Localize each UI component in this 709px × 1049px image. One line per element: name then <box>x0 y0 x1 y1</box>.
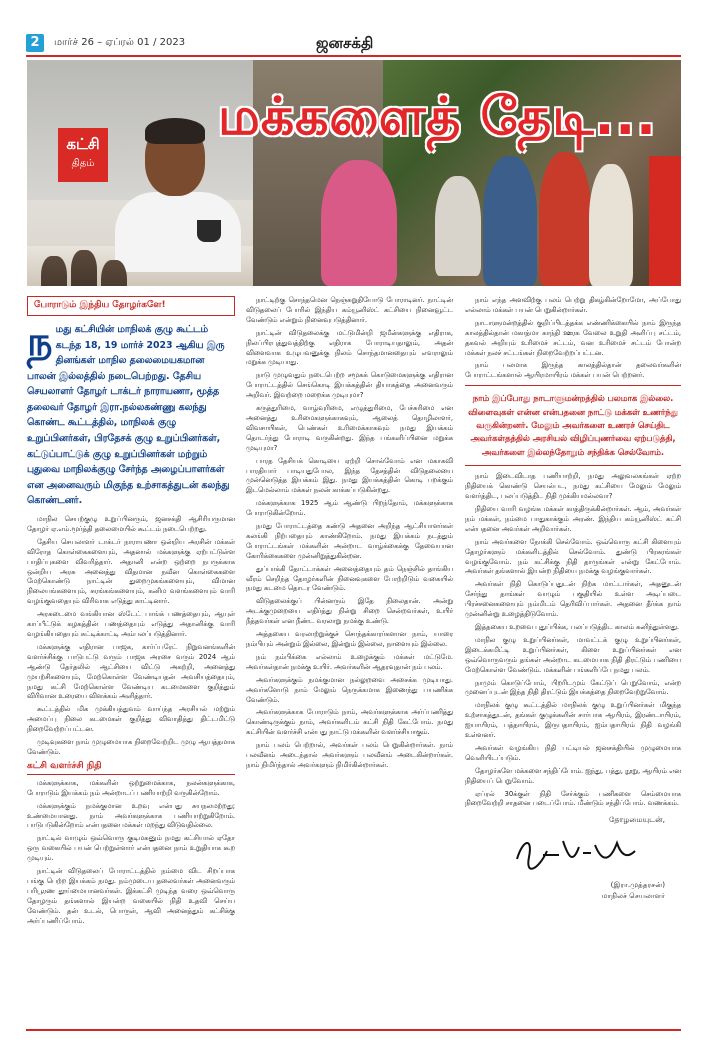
page-headline: மக்களைத் தேடி... <box>218 87 657 147</box>
body-paragraph: அவர்கள் நிதி கொடுப்பதுடன் நிற்க மாட்டார்கள், அதனுடன் சேர்ந்து தாங்கள் வாழும் பகுதியில் உள்ள அடிப்படை பிரச்சனைகளையும் நம்மிடம் தெரிவிப்பார்கள். அதனை தீர்க்க நாம் முன்னின்று உழைத்திடுவோம். <box>465 580 681 619</box>
body-paragraph: மக்களுக்கும் நமக்குமான உறவு என்பது சுயநலமற்றது; உண்மையானது. நாம் அவர்களுக்காக பணியாற்றுகிறோம். பாடுபடுகின்றோம் என்பதனை மக்கள் மறந்து விடுவதில்லை. <box>27 801 235 830</box>
cup-icon <box>197 220 221 242</box>
body-paragraph: மாநில செயற்குழு உறுப்பினரும், ஜனசக்தி ஆசிரியருமான தோழர் ஏ.எம்.மூர்த்தி தலைமையில் கூட்டம் நடைபெற்றது. <box>27 515 235 533</box>
body-paragraph: மாநில குழு உறுப்பினர்கள், மாவட்டக் குழு உறுப்பினர்கள், இடைக்கமிட்டி உறுப்பினர்கள், கிளை உறுப்பினர்கள் என ஒவ்வொருவரும் தங்கள் அன்றாட கடமையாக நிதி திரட்டும் பணியை மேற்கொள்ள வேண்டும். மக்களின் பங்களிப்பே நமது பலம். <box>465 635 681 674</box>
person-figure <box>321 160 397 286</box>
body-paragraph: நாம் அவர்களை நோக்கி செல்வோம். ஒவ்வொரு கட்சி கிளையும் தோழர்களும் மக்களிடத்தில் செல்வோம். துண்டு பிரசுரங்கள் வழங்குவோம். நம் கட்சிக்கு நிதி தாருங்கள் என்று கேட்போம். அவர்கள் தங்களால் இயன்ற நிதியை நமக்கு வழங்குவார்கள். <box>465 537 681 576</box>
body-paragraph: நாட்டில் வாழும் ஒவ்வொரு குடிமகனும் நமது கட்சியால் ஏதோ ஒரு வகையில் பயன் பெற்றுள்ளார் என்பதனை நாம் உறுதியாக கூற முடியும். <box>27 834 235 863</box>
body-paragraph: நாட்டின் விடுதலைப் போராட்டத்தில் நம்மை விட சிறப்பாக பங்கு பெற்ற இயக்கம் நமது. நம்முடைய தலைவர்கள் அனைவரும் பரிபூரண தூய்மையானவர்கள். இக்கட்சி முடிந்த வரை ஒவ்வொரு தோழரும் தங்களால் இயன்ற வகையில் நிதி உதவி செய்ய வேண்டும். தன் உடல், பொருள், ஆவி அனைத்தும் கட்சிக்கு அர்ப்பணிப்போம். <box>27 867 235 925</box>
body-paragraph: கருத்துரிமை, வாழ்வுரிமை, எழுத்துரிமை, பேச்சுரிமை என அனைத்து உரிமைகளுக்காகவும், ஆலைத் தொழிலாளர், விவசாயிகள், பெண்கள் உரிமைக்காகவும் நமது இயக்கம் தொடர்ந்து போராடி வருகின்றது. இந்த பங்களிப்பினை மறுக்க முடியுமா? <box>246 404 453 452</box>
body-paragraph: தேசிய செயலாளர் டாக்டர் நாராயணா ஒன்றிய அரசின் மக்கள் விரோத கொள்கைகளையும், அதனால் மக்களுக்கு ஏற்பட்டுள்ள பாதிப்புகளை விவரித்தார். அதானி என்ற ஒற்றை நபருக்காக ஒன்றிய அரசு அனைத்து விதமான நவீன கொள்கைகளை மேற்கொண்டு நாட்டின் துறைமுகங்களையும், விமான நிலையங்களையும், சுரங்கங்களையும், கனிம வளங்களையும் வாரி வழங்குவதையும் விரிவாக எடுத்து காட்டினார். <box>27 537 235 606</box>
lead-text: மது கட்சியின் மாநிலக் குழு கூட்டம் கடந்த 18, 19 மார்ச் 2023 ஆகிய இரு தினங்கள் மாநில தலைமையகமான பாலன் இல்லத்தில் நடைபெற்றது. தேசிய செயலாளர் தோழர் டாக்டர் நாராயணா, மூத்த தலைவர் தோழர் இரா.நல்லகண்ணு கலந்து கொண்ட கூட்டத்தில், மாநிலக் குழு உறுப்பினர்கள், பிரதேசக் குழு உறுப்பினர்கள், கட்டுப்பாட்டுக் குழு உறுப்பினர்கள் மற்றும் புதுவை மாநிலக்குழு சேர்ந்த அழைப்பாளர்கள் என அனைவரும் மிகுந்த உற்சாகத்துடன் கலந்து கொண்டனர். <box>27 323 230 507</box>
bust-statue-icon <box>71 250 97 286</box>
body-paragraph: மக்களுக்கு எதிரான பாஜக, கார்ப்பரேட் நிறுவனங்களின் வளர்ச்சிக்கு பாடுபட்டு வரும் பாஜக அரசை வரும் 2024 ஆம் ஆண்டு தேர்தலில் ஆட்சியை விட்டு அகற்றி, அனைத்து முயற்சிகளையும், மேற்கொள்ள வேண்டியதன் அவசியத்தையும், நமது கட்சி மேற்கொள்ள வேண்டிய கடமைகளை குறித்தும் விரிவான உரையை விளக்கம் அளித்தார். <box>27 642 235 701</box>
page-header <box>0 0 709 56</box>
body-paragraph: நாட்டிற்கு சொந்தமென நெஞ்சுறுதியோடு போராடினர். நாட்டின் விடுதலைப் போரில் இந்திய கம்யூனிஸ்ட் கட்சியை நினைவூட்ட வேண்டும் என்றும் நினைவுபடுத்தினார். <box>246 296 453 324</box>
body-paragraph: நாம் இடைவிடாத பணியாற்றி, நமது அலுவலகங்கள் ஏற்ற நிதியைக் கொண்டு செயல்பட, நமது கட்சியை மேலும் மேலும் வளர்த்திட, பலப்படுத்திட நிதி முக்கியமல்லவா? <box>465 472 681 501</box>
person-figure <box>483 156 537 286</box>
bust-statue-icon <box>41 256 67 286</box>
person-figure <box>435 176 481 276</box>
body-paragraph: ஏப்ரல் 30க்குள் நிதி சேர்க்கும் பணிகளை செம்மையாக நிறைவேற்றி சாதனை படைப்போம். மீண்டும் சந்திப்போம். வணக்கம். <box>465 789 681 808</box>
person-figure <box>539 152 591 286</box>
body-paragraph: அத்தகைய வரலாற்றுக்குச் சொந்தக்காரர்களான நாம், யாரை நம்பியும் அன்றும் இல்லை, இன்றும் இல்லை, நாளையும் இல்லை. <box>246 630 453 648</box>
pull-quote: நாம் இப்போது நாடாளுமன்றத்தில் பலமாக இல்லை. விளைவுகள் என்ன என்பதனை நாட்டு மக்கள் உணர்ந்து வருகின்றனர். மேலும் அவர்களை உணரச் செய்திட அவர்கள்தத்தில் அரசியல் விழிப்புணர்வை ஏற்படுத்தி, அவர்களை இல்லந்தோறும் சந்திக்க செல்வோம். <box>465 385 681 466</box>
body-paragraph: தோழர்களே மக்களை சந்திப்போம். ஐந்து, பத்து, நூறு, ஆயிரம் என நிதியைப் பெறுவோம். <box>465 766 681 785</box>
portrait-hair <box>145 118 205 144</box>
body-paragraph: விடுதலைக்குப் பின்னரும் இதே நிலைதான். அன்று அடக்குமுறையை எதிர்த்து நின்று சிறை சென்றவர்கள், உயிர் நீத்தவர்கள் என நீண்ட வரலாறு நமக்கு உண்டு. <box>246 597 453 626</box>
article-column-2 <box>246 296 453 774</box>
column-badge <box>58 128 108 182</box>
body-paragraph: அவர்கள் வழங்கிய நிதி பட்டியல் ஜனசக்தியில் முழுமையாக வெளியிடப்படும். <box>465 743 681 762</box>
body-paragraph: நாடாளுமன்றத்தில் குறிப்பிடத்தக்க எண்ணிக்கையில் நாம் இருந்த காலத்தில்தான் மகாத்மா காந்தி ஊரக வேலை உறுதி அளிப்பு சட்டம், தகவல் அறியும் உரிமைச் சட்டம், வன உரிமைச் சட்டம் போன்ற மக்கள் நலச் சட்டங்கள் நிறைவேற்றப்பட்டன. <box>465 318 681 357</box>
body-paragraph: நம் நம்பிக்கை எல்லாம் உழைக்கும் மக்கள் மட்டுமே. அவர்கள்தான் நமக்கு உயிர். அவர்களின் ஆதரவுதான் நம் பலம். <box>246 652 453 671</box>
body-paragraph: நாம் பலமாக இருந்த காலத்தில்தான் தலைவர்களின் போராட்டங்களால் ஆயிரமாயிரம் மக்கள் பயன் பெற்றனர். <box>465 361 681 380</box>
salutation-box: போராடும் இந்திய தோழர்களே! <box>27 296 235 316</box>
bust-statue-icon <box>101 260 127 286</box>
body-paragraph: பாரத தேசியக் கொடியை ஏற்றி சொல்வோம் என மகாகவி பாரதியார் பாடியதுபோல, இந்த தேசத்தின் விடுதலையை முன்னெடுத்த இயக்கம் இது. நமது இயக்கத்தின் கொடி பறக்கும் இடமெல்லாம் மக்கள் நலன் காக்கப்படுகின்றது. <box>246 456 453 495</box>
closing-line: தோழமையுடன், <box>608 815 665 825</box>
body-paragraph: துப்பாக்கி தோட்டாக்கள் அனைத்தையும் தம் நெஞ்சில் தாங்கிய வீரம் செறிந்த தோழர்களின் நினைவுகளை போற்றிடும் வகையில் நமது கடமை தொடர வேண்டும். <box>246 564 453 593</box>
body-paragraph: மக்களுக்காக 1925 ஆம் ஆண்டு பிறந்தோம், மக்களுக்காக போராடுகின்றோம். <box>246 499 453 518</box>
lead-paragraph <box>27 318 235 509</box>
body-paragraph: கூட்டத்தில் மிக முக்கியத்துவம் வாய்ந்த அரசியல் மற்றும் அமைப்பு நிலை கடமைகள் குறித்து விவாதித்து திட்டமிட்டு நிறைவேற்றப்பட்டன. <box>27 705 235 734</box>
header-divider <box>26 55 681 57</box>
body-paragraph: நாட்டின் விடுதலைக்கு மட்டுமின்றி ஜமீன்களுக்கு எதிராக, நிலப்பிரபுத்துவத்திற்கு எதிராக போராடியதாலும், அதன் விளைவாக உழுபவனுக்கு நிலம் சொந்தமானதையும் எவராலும் மறுக்க முடியாது. <box>246 328 453 367</box>
masthead: ஜனசக்தி <box>316 34 374 52</box>
article-column-3 <box>465 296 681 901</box>
badge-line-1: கட்சி <box>66 135 100 153</box>
body-paragraph: நாடு முழுவதும் நடைபெற்ற சமூகக் கொடுமைகளுக்கு எதிரான போராட்டத்தில் செங்கொடி இயக்கத்தின் தியாகத்தை அனைவரும் அறிவர். இவற்றை மறைக்க முடியுமா? <box>246 371 453 400</box>
body-paragraph: அவர்களுக்கும் நமக்குமான நல்லுறவை அசைக்க முடியாது. அவர்களோடு நாம் மேலும் நெருக்கமாக இணைந்து பயணிக்க வேண்டும். <box>246 675 453 704</box>
body-paragraph: மாநிலக் குழு கூட்டத்தில் மாநிலக் குழு உறுப்பினர்கள் மிகுந்த உற்சாகத்துடன், தங்கள் குழுக்களின் சார்பாக ஆயிரம், இரண்டாயிரம், ஐயாயிரம், பத்தாயிரம், இருபதாயிரம், ஐம்பதாயிரம் நிதி வழங்கி உள்ளனர். <box>465 701 681 740</box>
signer-name: (இரா.முத்தரசன்) <box>610 880 665 890</box>
red-flag-icon <box>649 156 681 286</box>
portrait-shirt <box>115 192 241 272</box>
badge-line-2: திதம் <box>71 158 95 169</box>
signer-title: மாநிலச் செயலாளர் <box>601 891 665 901</box>
body-paragraph: நிதியை வாரி வழங்க மக்கள் காத்திருக்கின்றார்கள். ஆம், அவர்கள் நம் மக்கள், நம்மை பாதுகாக்கும் அரண். இந்திய கம்யூனிஸ்ட் கட்சி என்பதனை அவர்கள் அறிவார்கள். <box>465 505 681 533</box>
signature-icon <box>499 829 649 875</box>
person-figure <box>589 164 633 286</box>
footer-divider <box>26 1029 681 1031</box>
body-paragraph: அவர்களுக்காக போராடும் நாம், அவர்களுக்காக அர்ப்பணித்து கொண்டிருக்கும் நாம், அவர்களிடம் கட்சி நிதி கேட்போம். நமது கட்சியின் வளர்ச்சி என்பது நாட்டு மக்களின் வளர்ச்சியாகும். <box>246 708 453 737</box>
body-paragraph: முடிவுகளை நாம் முழுமையாக நிறைவேற்றிட முழு ஆயத்தமாக வேண்டும். <box>27 738 235 756</box>
issue-date: மார்ச் 26 – ஏப்ரல் 01 / 2023 <box>54 37 186 48</box>
body-paragraph: அரசுடைமை வங்கியான ஸ்டேட் பாங்க் பணத்தையும், ஆயுள் காப்பீட்டுக் கழகத்தின் பணத்தையும் எடுத்து அதானிக்கு வாரி வழங்கியதையும் சுட்டிக்காட்டி அம்பலப்படுத்தினார். <box>27 610 235 638</box>
article-column-1 <box>27 296 235 929</box>
body-paragraph: மக்களுக்காக, மக்களின் ஒற்றுமைக்காக, நலன்களுக்காக, போராடும் இயக்கம் நம் அன்றாடப் பணியாற்றி வருகின்றோம். <box>27 778 235 797</box>
page-number: 2 <box>26 34 44 52</box>
body-paragraph: நாம் பலம் பெற்றால், அவர்கள் பலம் பெறுகின்றார்கள். நாம் பலவீனம் அடைந்தால் அவர்களும் பலவீனம் அடைகின்றார்கள். நாம் நிமிர்ந்தால் அவர்களும் நிமிர்கின்றார்கள். <box>246 741 453 769</box>
body-paragraph: நமது போராட்டத்தை கண்டு அதனை அறிந்த ஆட்சியாளர்கள் கலங்கி நிற்பதையும் காண்கிறோம். நமது இயக்கம் நடத்தும் போராட்டங்கள் மக்களின் அன்றாட வாழ்க்கைக்கு தேவையான கோரிக்கைகளை முன்னிறுத்துகின்றன. <box>246 522 453 560</box>
body-paragraph: இத்தகைய உறவை புதுப்பிக்க, பலப்படுத்திட காலம் கனிந்துள்ளது. <box>475 622 680 631</box>
body-paragraph: நாம் எந்த அளவிற்கு பலம் பெற்று திகழ்கின்றோமோ, அப்போது எல்லாம் மக்கள் பயன் பெறுகின்றார்கள். <box>465 296 681 314</box>
body-paragraph: நாமும் கொடுப்போம், பிறரிடமும் கேட்டுப் பெறுவோம், என்ற முனைப்புடன் இந்த நிதி திரட்டும் இயக்கத்தை நிறைவேற்றுவோம். <box>465 678 681 697</box>
drop-cap: ந <box>27 318 53 365</box>
section-subheading: கட்சி வளர்ச்சி நிதி <box>27 762 235 775</box>
